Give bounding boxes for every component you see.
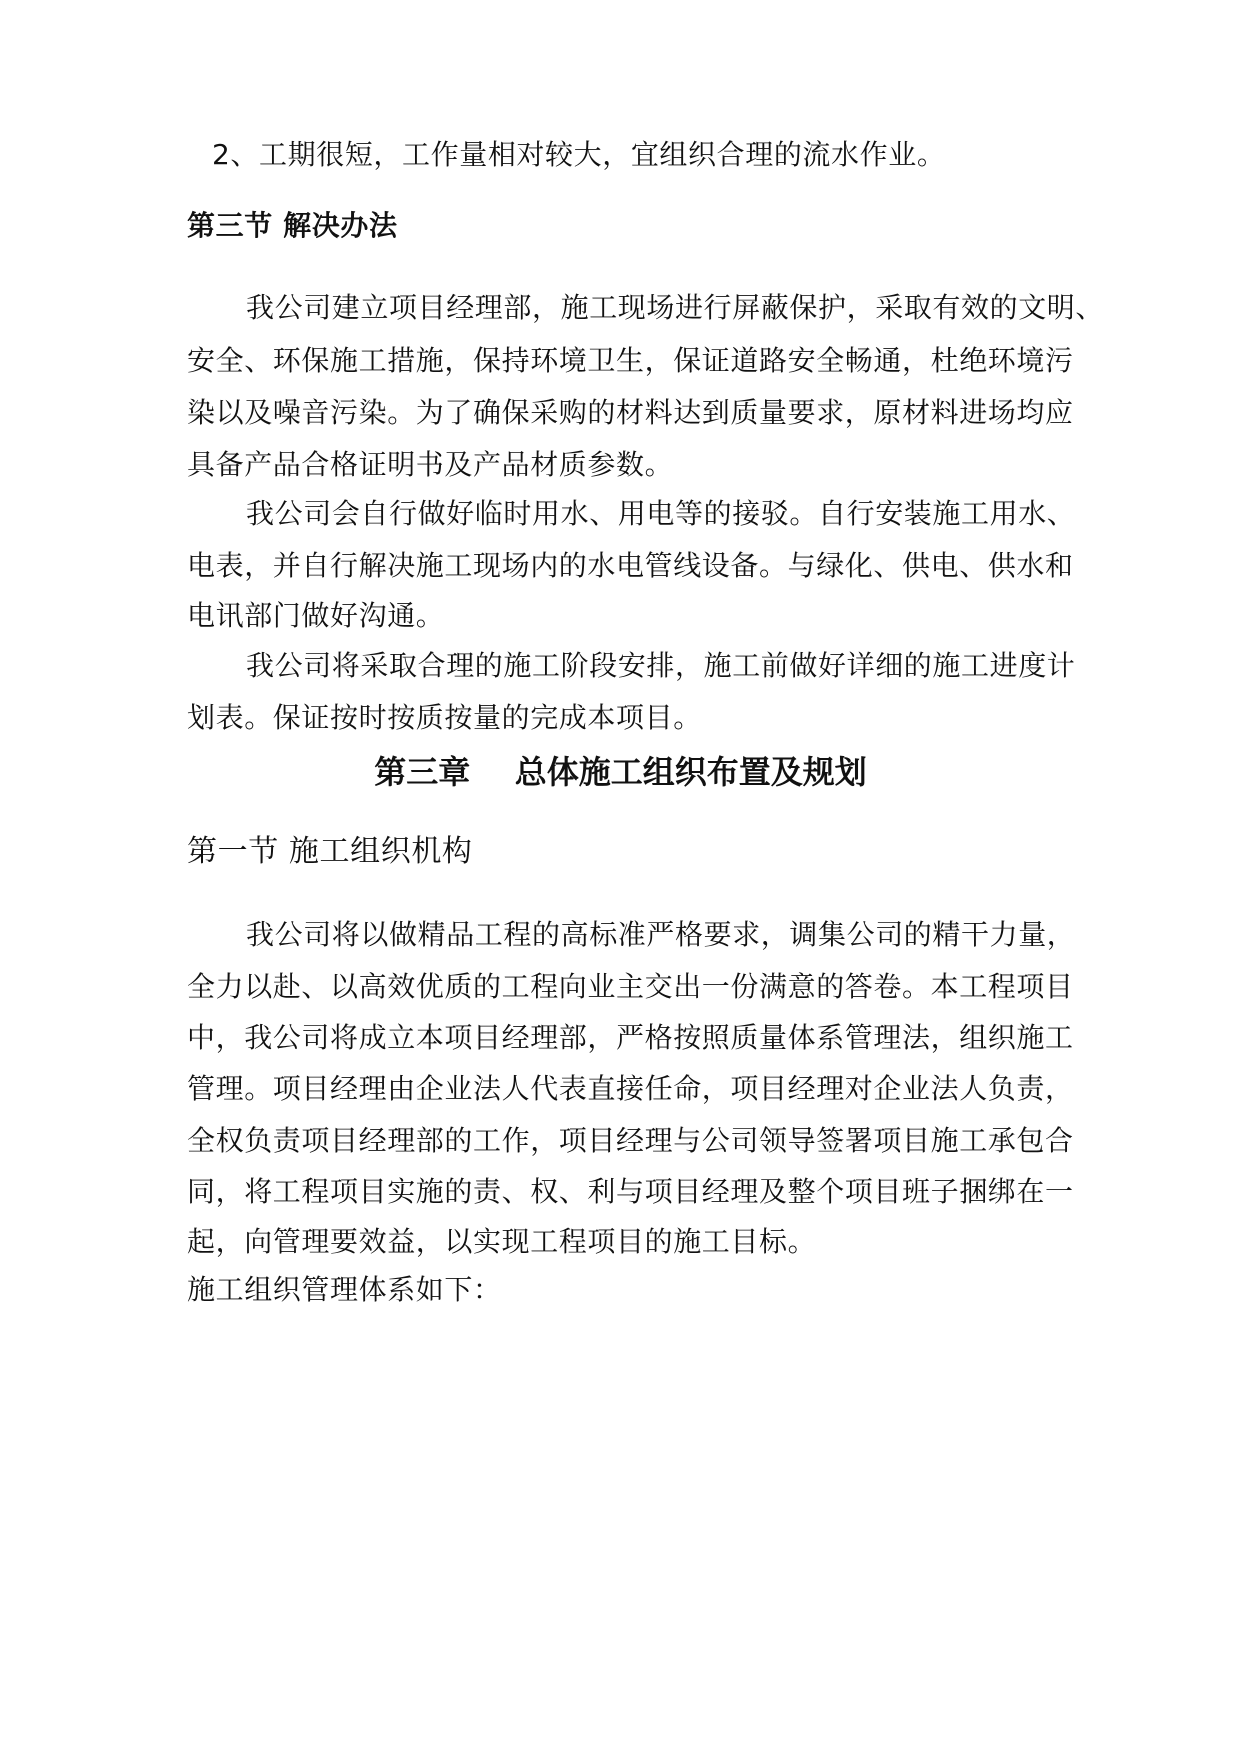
paragraph-4-line-6: 同，将工程项目实施的责、权、利与项目经理及整个项目班子捆绑在一 bbox=[187, 1175, 1074, 1208]
paragraph-4-line-3: 中，我公司将成立本项目经理部，严格按照质量体系管理法，组织施工 bbox=[187, 1021, 1074, 1054]
closing-line: 施工组织管理体系如下： bbox=[187, 1273, 502, 1306]
chapter-title: 第三章 总体施工组织布置及规划 bbox=[374, 753, 867, 791]
paragraph-4-line-2: 全力以赴、以高效优质的工程向业主交出一份满意的答卷。本工程项目 bbox=[187, 970, 1074, 1003]
paragraph-3-line-2: 划表。保证按时按质按量的完成本项目。 bbox=[187, 701, 702, 734]
list-item-2: 2、工期很短，工作量相对较大，宜组织合理的流水作业。 bbox=[212, 138, 946, 171]
section-heading-organization: 第一节 施工组织机构 bbox=[187, 834, 473, 869]
paragraph-1-line-1: 我公司建立项目经理部，施工现场进行屏蔽保护，采取有效的文明、 bbox=[246, 291, 1105, 324]
paragraph-3-line-1: 我公司将采取合理的施工阶段安排，施工前做好详细的施工进度计 bbox=[246, 649, 1076, 682]
paragraph-1-line-2: 安全、环保施工措施，保持环境卫生，保证道路安全畅通，杜绝环境污 bbox=[187, 344, 1074, 377]
paragraph-2-line-3: 电讯部门做好沟通。 bbox=[187, 599, 445, 632]
paragraph-1-line-4: 具备产品合格证明书及产品材质参数。 bbox=[187, 448, 674, 481]
paragraph-4-line-4: 管理。项目经理由企业法人代表直接任命，项目经理对企业法人负责， bbox=[187, 1072, 1074, 1105]
paragraph-2-line-1: 我公司会自行做好临时用水、用电等的接驳。自行安装施工用水、 bbox=[246, 497, 1076, 530]
paragraph-4-line-1: 我公司将以做精品工程的高标准严格要求，调集公司的精干力量， bbox=[246, 918, 1076, 951]
paragraph-4-line-7: 起，向管理要效益，以实现工程项目的施工目标。 bbox=[187, 1225, 817, 1258]
section-heading-solutions: 第三节 解决办法 bbox=[187, 209, 398, 242]
paragraph-2-line-2: 电表，并自行解决施工现场内的水电管线设备。与绿化、供电、供水和 bbox=[187, 549, 1074, 582]
paragraph-4-line-5: 全权负责项目经理部的工作，项目经理与公司领导签署项目施工承包合 bbox=[187, 1124, 1074, 1157]
paragraph-1-line-3: 染以及噪音污染。为了确保采购的材料达到质量要求，原材料进场均应 bbox=[187, 396, 1074, 429]
